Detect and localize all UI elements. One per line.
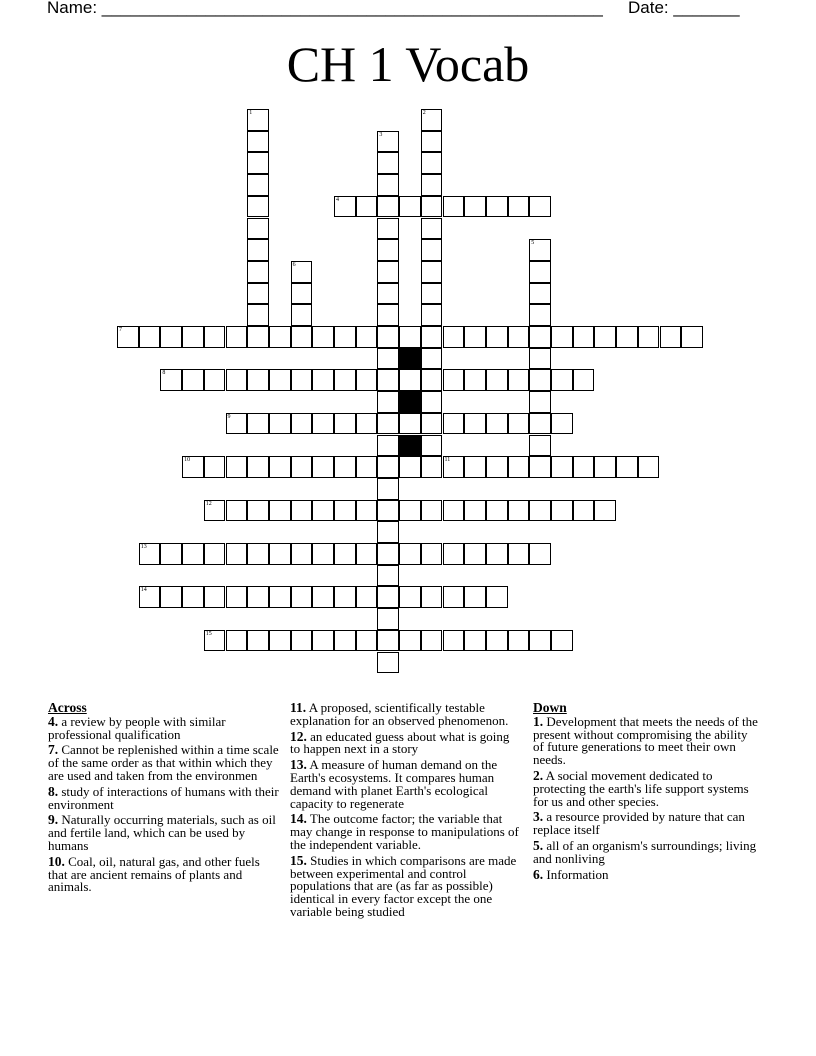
- grid-cell[interactable]: [269, 500, 291, 522]
- grid-cell[interactable]: [182, 456, 204, 478]
- clue-text: A measure of human demand on the Earth's ecosystems. It compares human demand with planet Earth's ecological capacity to regenerate: [290, 757, 498, 811]
- grid-cell[interactable]: [529, 283, 551, 305]
- grid-cell[interactable]: [247, 174, 269, 196]
- grid-cell[interactable]: [226, 500, 248, 522]
- grid-cell[interactable]: [291, 261, 313, 283]
- grid-cell[interactable]: [334, 543, 356, 565]
- grid-cell[interactable]: [204, 586, 226, 608]
- grid-cell[interactable]: [226, 369, 248, 391]
- grid-cell[interactable]: [312, 326, 334, 348]
- grid-cell[interactable]: [399, 369, 421, 391]
- across-heading: Across: [48, 700, 87, 715]
- grid-cell[interactable]: [312, 413, 334, 435]
- grid-cell[interactable]: [334, 369, 356, 391]
- grid-cell[interactable]: [443, 326, 465, 348]
- grid-cell[interactable]: [681, 326, 703, 348]
- clue-number: 8.: [48, 783, 59, 799]
- grid-cell[interactable]: [529, 543, 551, 565]
- grid-cell[interactable]: [464, 543, 486, 565]
- grid-cell[interactable]: [399, 196, 421, 218]
- grid-cell[interactable]: [529, 391, 551, 413]
- grid-cell[interactable]: [377, 283, 399, 305]
- grid-cell[interactable]: [399, 586, 421, 608]
- cell-number: 3: [379, 131, 383, 138]
- clue-number: 4.: [48, 713, 59, 729]
- cell-number: 13: [140, 544, 147, 550]
- grid-cell[interactable]: [226, 413, 248, 435]
- grid-cell[interactable]: [204, 543, 226, 565]
- clue-text: A proposed, scientifically testable explanation for an observed phenomenon.: [290, 700, 509, 728]
- clues-across-continued-column: [290, 702, 520, 922]
- grid-cell[interactable]: [377, 218, 399, 240]
- clue-text: a resource provided by nature that can replace itself: [533, 809, 745, 838]
- grid-cell[interactable]: [464, 586, 486, 608]
- clue-item: [290, 759, 520, 810]
- grid-cell[interactable]: [529, 500, 551, 522]
- grid-cell[interactable]: [291, 369, 313, 391]
- grid-cell[interactable]: [529, 239, 551, 261]
- grid-cell[interactable]: [377, 521, 399, 543]
- grid-cell[interactable]: [356, 369, 378, 391]
- grid-cell[interactable]: [247, 152, 269, 174]
- grid-cell[interactable]: [226, 630, 248, 652]
- grid-cell[interactable]: [551, 630, 573, 652]
- clue-number: 2.: [533, 767, 544, 783]
- grid-cell[interactable]: [421, 174, 443, 196]
- clue-item: [48, 853, 280, 895]
- grid-cell[interactable]: [529, 435, 551, 457]
- grid-cell[interactable]: [616, 326, 638, 348]
- grid-cell[interactable]: [269, 369, 291, 391]
- grid-cell[interactable]: [247, 369, 269, 391]
- grid-cell[interactable]: [204, 630, 226, 652]
- grid-cell[interactable]: [421, 196, 443, 218]
- grid-cell[interactable]: [529, 456, 551, 478]
- grid-cell[interactable]: [291, 456, 313, 478]
- clue-text: Development that meets the needs of the present without compromising the ability of future generations to meet their own needs.: [533, 713, 758, 768]
- grid-cell[interactable]: [573, 369, 595, 391]
- grid-cell[interactable]: [421, 109, 443, 131]
- grid-cell[interactable]: [399, 326, 421, 348]
- grid-cell[interactable]: [139, 543, 161, 565]
- clue-number: 10.: [48, 853, 65, 869]
- grid-cell[interactable]: [291, 543, 313, 565]
- grid-cell[interactable]: [464, 500, 486, 522]
- grid-cell[interactable]: [421, 326, 443, 348]
- clue-item: [290, 852, 520, 919]
- grid-cell[interactable]: [421, 586, 443, 608]
- clue-number: 7.: [48, 742, 59, 758]
- clue-text: Studies in which comparisons are made between experimental and control populations that are (as far as possible) identical in every factor except the one variable being studied: [290, 852, 517, 919]
- grid-cell[interactable]: [421, 413, 443, 435]
- grid-cell[interactable]: [486, 586, 508, 608]
- grid-cell[interactable]: [421, 435, 443, 457]
- grid-cell[interactable]: [226, 586, 248, 608]
- grid-cell[interactable]: [269, 413, 291, 435]
- grid-cell[interactable]: [312, 630, 334, 652]
- grid-cell[interactable]: [291, 283, 313, 305]
- grid-cell[interactable]: [269, 326, 291, 348]
- grid-cell[interactable]: [508, 630, 530, 652]
- clue-item: [48, 814, 280, 852]
- grid-cell[interactable]: [377, 152, 399, 174]
- grid-cell[interactable]: [464, 630, 486, 652]
- grid-cell[interactable]: [334, 586, 356, 608]
- grid-cell[interactable]: [291, 326, 313, 348]
- grid-cell[interactable]: [377, 413, 399, 435]
- grid-cell[interactable]: [529, 304, 551, 326]
- grid-cell[interactable]: [486, 413, 508, 435]
- grid-cell[interactable]: [204, 326, 226, 348]
- clue-number: 14.: [290, 811, 307, 827]
- grid-cell[interactable]: [269, 586, 291, 608]
- grid-cell[interactable]: [247, 261, 269, 283]
- grid-cell[interactable]: [464, 413, 486, 435]
- grid-cell[interactable]: [508, 369, 530, 391]
- clue-number: 6.: [533, 866, 544, 882]
- grid-cell[interactable]: [464, 196, 486, 218]
- grid-cell[interactable]: [182, 369, 204, 391]
- grid-cell[interactable]: [616, 456, 638, 478]
- black-cell: [399, 391, 421, 413]
- clue-number: 9.: [48, 812, 59, 828]
- grid-cell[interactable]: [421, 543, 443, 565]
- grid-cell[interactable]: [269, 630, 291, 652]
- grid-cell[interactable]: [269, 456, 291, 478]
- grid-cell[interactable]: [356, 326, 378, 348]
- clue-item: [533, 866, 761, 882]
- grid-cell[interactable]: [594, 326, 616, 348]
- grid-cell[interactable]: [573, 500, 595, 522]
- clue-number: 3.: [533, 809, 544, 825]
- cell-number: 7: [119, 327, 122, 333]
- grid-cell[interactable]: [247, 109, 269, 131]
- grid-cell[interactable]: [204, 456, 226, 478]
- grid-cell[interactable]: [529, 630, 551, 652]
- grid-cell[interactable]: [247, 304, 269, 326]
- grid-cell[interactable]: [421, 391, 443, 413]
- grid-cell[interactable]: [551, 413, 573, 435]
- grid-cell[interactable]: [377, 196, 399, 218]
- grid-cell[interactable]: [443, 456, 465, 478]
- grid-cell[interactable]: [377, 369, 399, 391]
- grid-cell[interactable]: [269, 543, 291, 565]
- grid-cell[interactable]: [377, 565, 399, 587]
- grid-cell[interactable]: [182, 543, 204, 565]
- clue-item: [290, 728, 520, 757]
- grid-cell[interactable]: [247, 196, 269, 218]
- grid-cell[interactable]: [421, 630, 443, 652]
- grid-cell[interactable]: [551, 456, 573, 478]
- grid-cell[interactable]: [551, 326, 573, 348]
- clue-text: Coal, oil, natural gas, and other fuels that are ancient remains of plants and animals.: [48, 853, 260, 895]
- grid-cell[interactable]: [377, 652, 399, 674]
- clue-text: study of interactions of humans with their environment: [48, 783, 279, 812]
- grid-cell[interactable]: [399, 413, 421, 435]
- clue-text: A social movement dedicated to protecting the earth's life support systems for us and other species.: [533, 767, 749, 809]
- grid-cell[interactable]: [247, 239, 269, 261]
- grid-cell[interactable]: [464, 369, 486, 391]
- grid-cell[interactable]: [464, 326, 486, 348]
- cell-number: 1: [249, 110, 253, 116]
- grid-cell[interactable]: [399, 500, 421, 522]
- cell-number: 12: [205, 500, 212, 507]
- grid-cell[interactable]: [377, 478, 399, 500]
- grid-cell[interactable]: [291, 586, 313, 608]
- grid-cell[interactable]: [529, 261, 551, 283]
- grid-cell[interactable]: [247, 630, 269, 652]
- clue-text: a review by people with similar professional qualification: [48, 713, 226, 742]
- grid-cell[interactable]: [377, 543, 399, 565]
- grid-cell[interactable]: [638, 326, 660, 348]
- clue-text: Cannot be replenished within a time scale of the same order as that within which they are used and taken from the environmen: [48, 742, 279, 783]
- grid-cell[interactable]: [356, 196, 378, 218]
- grid-cell[interactable]: [291, 500, 313, 522]
- grid-cell[interactable]: [377, 131, 399, 153]
- grid-cell[interactable]: [334, 456, 356, 478]
- grid-cell[interactable]: [399, 543, 421, 565]
- grid-cell[interactable]: [421, 369, 443, 391]
- grid-cell[interactable]: [508, 413, 530, 435]
- grid-cell[interactable]: [247, 283, 269, 305]
- grid-cell[interactable]: [486, 196, 508, 218]
- cell-number: 14: [140, 587, 147, 594]
- grid-cell[interactable]: [312, 456, 334, 478]
- grid-cell[interactable]: [226, 326, 248, 348]
- clue-item: [533, 713, 761, 768]
- clue-item: [290, 702, 520, 728]
- grid-cell[interactable]: [312, 369, 334, 391]
- grid-cell[interactable]: [160, 369, 182, 391]
- grid-cell[interactable]: [421, 261, 443, 283]
- grid-cell[interactable]: [377, 239, 399, 261]
- grid-cell[interactable]: [551, 500, 573, 522]
- grid-cell[interactable]: [443, 196, 465, 218]
- grid-cell[interactable]: [356, 543, 378, 565]
- grid-cell[interactable]: [377, 608, 399, 630]
- grid-cell[interactable]: [247, 456, 269, 478]
- grid-cell[interactable]: [334, 630, 356, 652]
- grid-cell[interactable]: [421, 348, 443, 370]
- grid-cell[interactable]: [247, 218, 269, 240]
- clue-item: [533, 811, 761, 837]
- grid-cell[interactable]: [247, 131, 269, 153]
- grid-cell[interactable]: [529, 196, 551, 218]
- grid-cell[interactable]: [312, 500, 334, 522]
- grid-cell[interactable]: [160, 326, 182, 348]
- grid-cell[interactable]: [573, 456, 595, 478]
- clue-number: 13.: [290, 757, 307, 773]
- grid-cell[interactable]: [486, 369, 508, 391]
- grid-cell[interactable]: [594, 456, 616, 478]
- grid-cell[interactable]: [443, 369, 465, 391]
- grid-cell[interactable]: [160, 586, 182, 608]
- clue-item: [48, 783, 280, 812]
- grid-cell[interactable]: [377, 586, 399, 608]
- grid-cell[interactable]: [377, 174, 399, 196]
- grid-cell[interactable]: [334, 196, 356, 218]
- clue-text: an educated guess about what is going to happen next in a story: [290, 728, 510, 757]
- clue-text: Information: [546, 866, 609, 882]
- grid-cell[interactable]: [443, 500, 465, 522]
- grid-cell[interactable]: [529, 348, 551, 370]
- grid-cell[interactable]: [486, 500, 508, 522]
- grid-cell[interactable]: [312, 586, 334, 608]
- grid-cell[interactable]: [139, 586, 161, 608]
- cell-number: 5: [531, 240, 535, 247]
- clue-number: 1.: [533, 713, 544, 729]
- grid-cell[interactable]: [377, 500, 399, 522]
- clue-item: [48, 744, 280, 782]
- clue-item: [533, 837, 761, 866]
- grid-cell[interactable]: [182, 326, 204, 348]
- clue-text: Naturally occurring materials, such as oil and fertile land, which can be used by humans: [48, 812, 276, 853]
- black-cell: [399, 435, 421, 457]
- cell-number: 9: [227, 413, 231, 420]
- grid-cell[interactable]: [529, 369, 551, 391]
- grid-cell[interactable]: [638, 456, 660, 478]
- name-field: Name: _____________________________________________________: [47, 0, 603, 17]
- cell-number: 4: [336, 196, 339, 203]
- page-title: CH 1 Vocab: [286, 36, 530, 92]
- clue-item: [533, 767, 761, 809]
- grid-cell[interactable]: [377, 348, 399, 370]
- grid-cell[interactable]: [356, 456, 378, 478]
- grid-cell[interactable]: [508, 543, 530, 565]
- grid-cell[interactable]: [291, 304, 313, 326]
- down-heading: Down: [533, 700, 567, 715]
- black-cell: [399, 348, 421, 370]
- grid-cell[interactable]: [377, 435, 399, 457]
- grid-cell[interactable]: [226, 456, 248, 478]
- grid-cell[interactable]: [226, 543, 248, 565]
- grid-cell[interactable]: [247, 326, 269, 348]
- grid-cell[interactable]: [247, 543, 269, 565]
- cell-number: 6: [292, 261, 296, 268]
- grid-cell[interactable]: [182, 586, 204, 608]
- grid-cell[interactable]: [356, 586, 378, 608]
- clues-down-column: [533, 702, 761, 884]
- grid-cell[interactable]: [247, 500, 269, 522]
- grid-cell[interactable]: [486, 456, 508, 478]
- date-field: Date: _______: [628, 0, 740, 17]
- grid-cell[interactable]: [421, 456, 443, 478]
- grid-cell[interactable]: [486, 326, 508, 348]
- grid-cell[interactable]: [443, 543, 465, 565]
- grid-cell[interactable]: [291, 630, 313, 652]
- grid-cell[interactable]: [421, 239, 443, 261]
- grid-cell[interactable]: [356, 500, 378, 522]
- grid-cell[interactable]: [377, 630, 399, 652]
- clue-text: The outcome factor; the variable that may change in response to manipulations of the independent variable.: [290, 811, 519, 852]
- cell-number: 8: [162, 370, 166, 377]
- grid-cell[interactable]: [508, 196, 530, 218]
- cell-number: 15: [205, 630, 212, 637]
- grid-cell[interactable]: [443, 586, 465, 608]
- grid-cell[interactable]: [291, 413, 313, 435]
- grid-cell[interactable]: [486, 630, 508, 652]
- cell-number: 2: [422, 110, 426, 116]
- grid-cell[interactable]: [377, 456, 399, 478]
- grid-cell[interactable]: [443, 413, 465, 435]
- grid-cell[interactable]: [117, 326, 139, 348]
- grid-cell[interactable]: [508, 456, 530, 478]
- grid-cell[interactable]: [486, 543, 508, 565]
- grid-cell[interactable]: [508, 500, 530, 522]
- grid-cell[interactable]: [573, 326, 595, 348]
- grid-cell[interactable]: [421, 131, 443, 153]
- grid-cell[interactable]: [464, 456, 486, 478]
- grid-cell[interactable]: [551, 369, 573, 391]
- clue-number: 5.: [533, 837, 544, 853]
- clue-item: [48, 713, 280, 742]
- grid-cell[interactable]: [204, 369, 226, 391]
- grid-cell[interactable]: [160, 543, 182, 565]
- grid-cell[interactable]: [594, 500, 616, 522]
- grid-cell[interactable]: [377, 391, 399, 413]
- grid-cell[interactable]: [334, 500, 356, 522]
- grid-cell[interactable]: [377, 304, 399, 326]
- grid-cell[interactable]: [529, 326, 551, 348]
- grid-cell[interactable]: [377, 261, 399, 283]
- clue-number: 12.: [290, 728, 307, 744]
- grid-cell[interactable]: [399, 630, 421, 652]
- grid-cell[interactable]: [139, 326, 161, 348]
- grid-cell[interactable]: [421, 218, 443, 240]
- clue-item: [290, 813, 520, 851]
- grid-cell[interactable]: [399, 456, 421, 478]
- grid-cell[interactable]: [421, 304, 443, 326]
- grid-cell[interactable]: [356, 413, 378, 435]
- grid-cell[interactable]: [508, 326, 530, 348]
- grid-cell[interactable]: [421, 500, 443, 522]
- grid-cell[interactable]: [421, 283, 443, 305]
- grid-cell[interactable]: [529, 413, 551, 435]
- grid-cell[interactable]: [334, 413, 356, 435]
- grid-cell[interactable]: [312, 543, 334, 565]
- grid-cell[interactable]: [204, 500, 226, 522]
- clue-number: 15.: [290, 852, 307, 868]
- cell-number: 11: [444, 457, 451, 464]
- clue-text: all of an organism's surroundings; living and nonliving: [533, 837, 757, 866]
- grid-cell[interactable]: [247, 586, 269, 608]
- grid-cell[interactable]: [356, 630, 378, 652]
- grid-cell[interactable]: [421, 152, 443, 174]
- grid-cell[interactable]: [247, 413, 269, 435]
- grid-cell[interactable]: [443, 630, 465, 652]
- grid-cell[interactable]: [377, 326, 399, 348]
- cell-number: 10: [184, 457, 191, 464]
- grid-cell[interactable]: [334, 326, 356, 348]
- clues-across-column: [48, 702, 280, 897]
- grid-cell[interactable]: [660, 326, 682, 348]
- clue-number: 11.: [290, 700, 307, 715]
